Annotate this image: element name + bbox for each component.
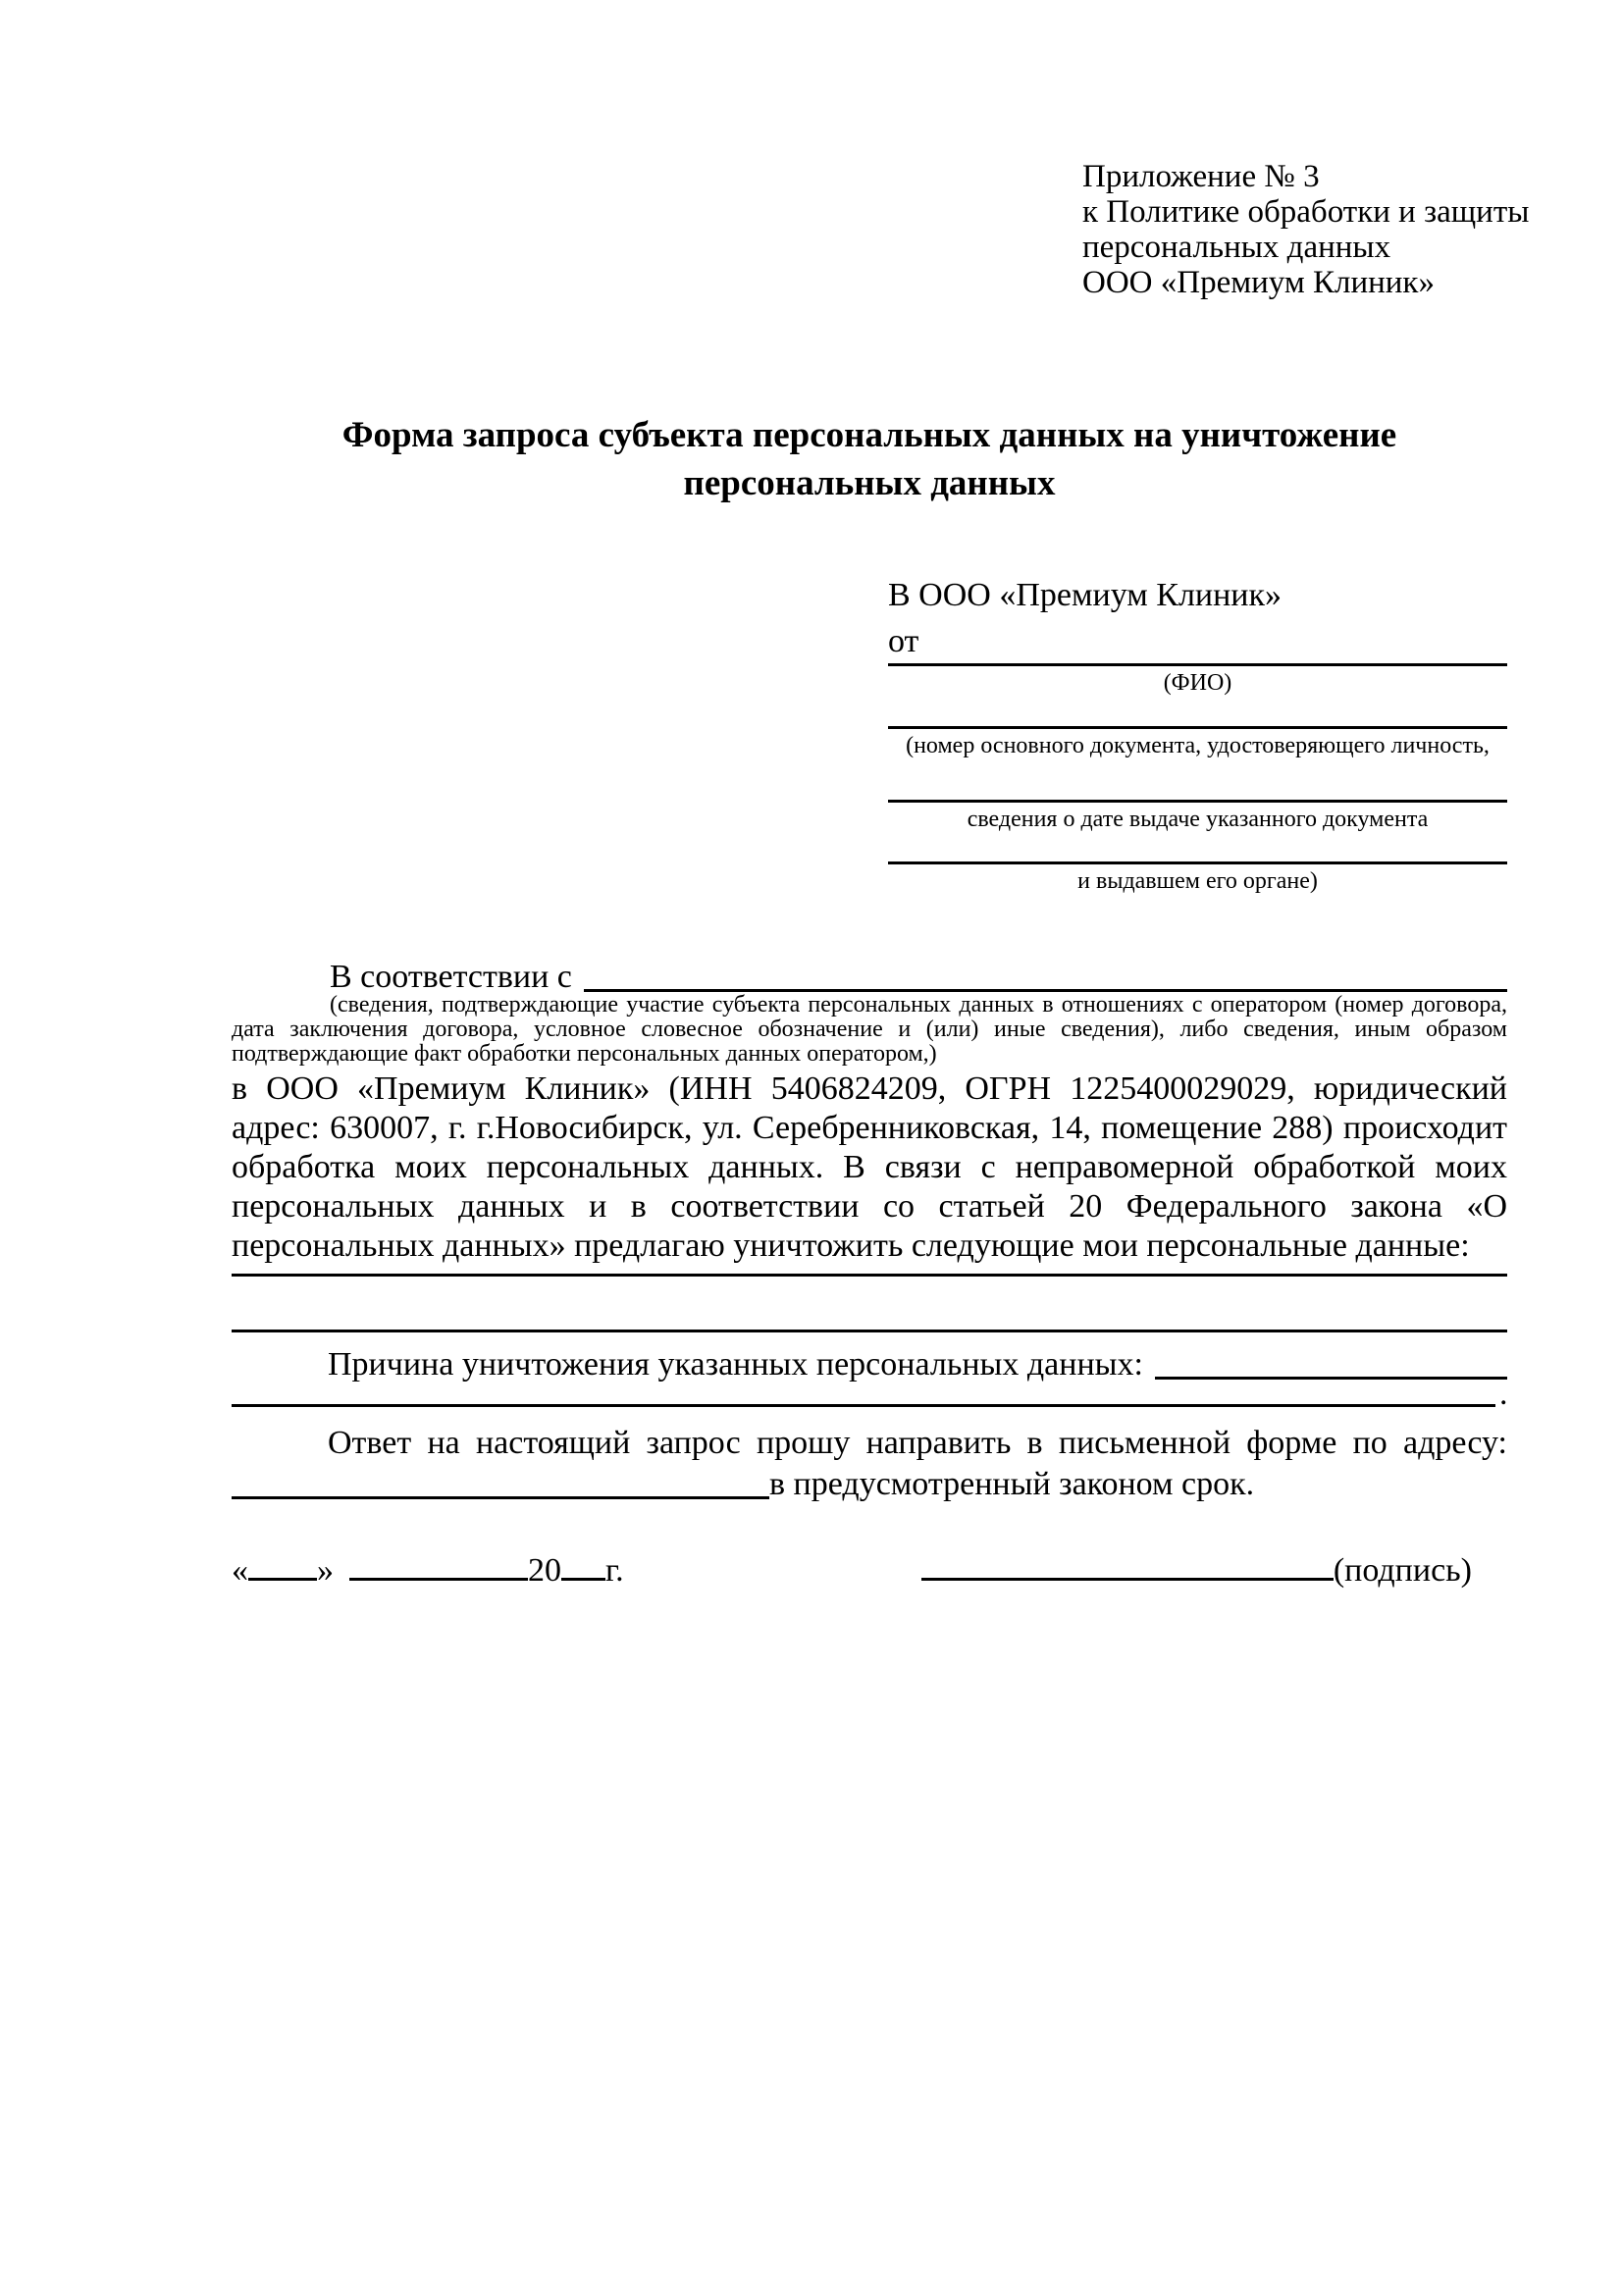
reason-label: Причина уничтожения указанных персональных данных: [328, 1346, 1143, 1383]
issuing-authority-caption: и выдавшем его органе) [1077, 868, 1318, 894]
issue-date-blank-line [888, 800, 1507, 803]
reply-request-line2 [232, 1465, 1507, 1504]
reply-address-blank-line [232, 1465, 769, 1499]
reason-blank-line [1155, 1345, 1507, 1380]
date-day-blank [248, 1544, 317, 1581]
date-close-quote: » [317, 1552, 334, 1589]
appendix-note-line: персональных данных [1082, 230, 1391, 265]
appendix-note-line: Приложение № 3 [1082, 159, 1320, 194]
addressee-to: В ООО «Премиум Клиник» [888, 577, 1283, 613]
accordance-lead: В соответствии с [330, 959, 572, 995]
appendix-note [1082, 159, 1529, 300]
signature-group [921, 1544, 1472, 1591]
addressee-from-label: от [888, 623, 919, 659]
fio-caption: (ФИО) [1163, 670, 1232, 696]
signature-caption: (подпись) [1333, 1552, 1472, 1589]
page-title: Форма запроса субъекта персональных данных на уничтожение персональных данных [341, 415, 1397, 503]
accordance-row [232, 958, 1507, 997]
signature-blank-line [921, 1544, 1334, 1581]
trailing-period: . [1499, 1376, 1508, 1412]
document-number-caption: (номер основного документа, удостоверяющего личность, [906, 733, 1490, 758]
reply-request-line2-tail: в предусмотренный законом срок. [769, 1466, 1255, 1502]
reason-row [232, 1345, 1507, 1384]
issuing-authority-blank-line [888, 861, 1507, 864]
accordance-fine-print: (сведения, подтверждающие участие субъекта персональных данных в отношениях с оператором (номер договора, дата заключения договора, условное словесное обозначение и (или) иные сведения), либо сведения, иным образом подтверждающие факт обработки персональных данных оператором,) [232, 992, 1507, 1067]
accordance-blank-line [584, 958, 1507, 992]
reply-request-line1: Ответ на настоящий запрос прошу направить в письменной форме по адресу: [328, 1425, 1507, 1461]
date-month-blank [349, 1544, 528, 1581]
data-blank-line-2 [232, 1330, 1507, 1332]
date-signature-row [232, 1544, 1507, 1591]
fio-blank-line [888, 663, 1507, 666]
date-open-quote: « [232, 1552, 248, 1589]
date-year-suffix: г. [605, 1552, 624, 1589]
date-century: 20 [528, 1552, 561, 1589]
document-number-blank-line [888, 726, 1507, 729]
appendix-note-line: ООО «Премиум Клиник» [1082, 265, 1435, 300]
date-year-blank [561, 1544, 605, 1581]
issue-date-caption: сведения о дате выдаче указанного документа [967, 807, 1429, 832]
body-paragraph: в ООО «Премиум Клиник» (ИНН 5406824209, ОГРН 1225400029029, юридический адрес: 630007, г. г.Новосибирск, ул. Серебренниковская, 14, помещение 288) происходит обработка моих персональных данных. В связи с неправомерной обработкой моих персональных данных и в соответствии со статьей 20 Федерального закона «О персональных данных» предлагаю уничтожить следующие мои персональные данные: [232, 1070, 1507, 1264]
appendix-note-line: к Политике обработки и защиты [1082, 194, 1530, 230]
data-blank-line-1 [232, 1274, 1507, 1277]
reason-blank-line-2 [232, 1404, 1495, 1407]
